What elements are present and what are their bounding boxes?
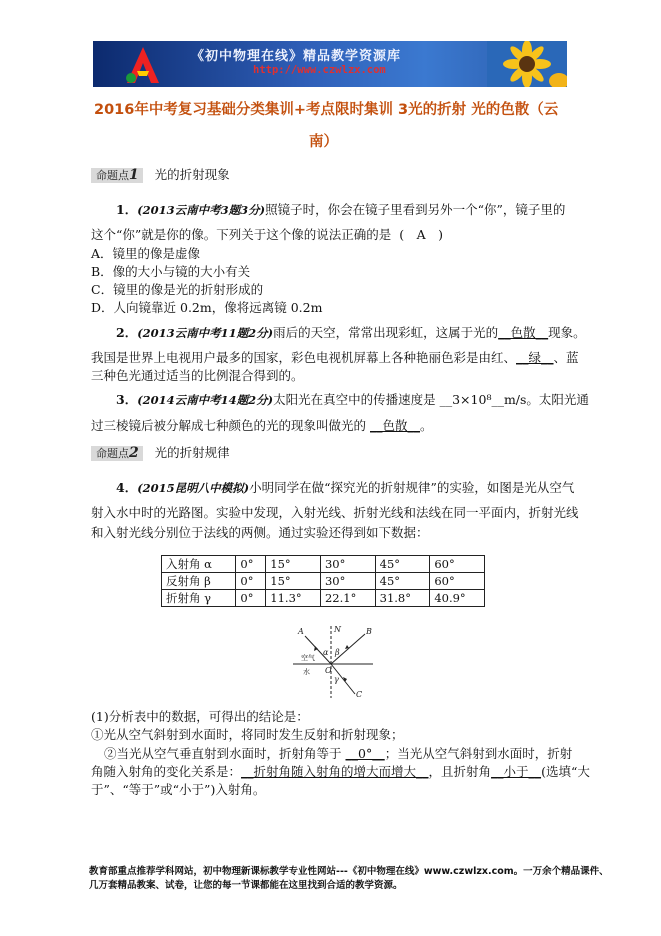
question-source: (2013云南中考11题2分) xyxy=(137,326,274,340)
question-text: ②当光从空气垂直射到水面时，折射角等于 xyxy=(104,746,342,761)
question-2-line3: 三种色光通过适当的比例混合得到的。 xyxy=(91,368,304,383)
table-cell: 30° xyxy=(320,573,375,590)
table-cell: 入射角 α xyxy=(162,556,236,573)
table-row xyxy=(162,556,485,573)
table-cell: 反射角 β xyxy=(162,573,236,590)
label-beta: β xyxy=(335,648,340,657)
option-a: A．镜里的像是虚像 xyxy=(91,246,201,261)
question-4-line3: 和入射光线分别位于法线的两侧。通过实验还得到如下数据： xyxy=(91,525,429,540)
question-text: 小明同学在做“探究光的折射规律”的实验，如图是光从空气 xyxy=(249,480,575,495)
footer-line1: 教育部重点推荐学科网站，初中物理新课标教学专业性网站---《初中物理在线》www.czwlzx.com。一万余个精品课件、 xyxy=(89,866,609,877)
question-text: 我国是世界上电视用户最多的国家，彩色电视机屏幕上各种艳丽色彩是由红、 xyxy=(91,350,517,365)
question-text: 、蓝 xyxy=(553,350,579,365)
label-gamma: γ xyxy=(334,675,339,684)
answer-blank: __0°__ xyxy=(345,746,385,761)
label-alpha: α xyxy=(323,648,329,657)
table-cell: 31.8° xyxy=(375,590,430,607)
question-number: 2． xyxy=(116,325,138,340)
refraction-diagram xyxy=(285,622,385,700)
section-badge-label: 命题点 xyxy=(96,447,129,460)
table-cell: 60° xyxy=(430,573,485,590)
table-cell: 0° xyxy=(236,573,266,590)
sunflower-icon xyxy=(487,41,567,87)
question-text: 太阳光在真空中的传播速度是 xyxy=(273,392,436,407)
question-text: 这个“你”就是你的像。下列关于这个像的说法正确的是 xyxy=(91,227,392,242)
answer-blank: __色散__ xyxy=(498,325,549,340)
section-badge-number: 1 xyxy=(129,167,139,183)
question-text: ；当光从空气斜射到水面时，折射 xyxy=(384,746,573,761)
answer-blank: __3×10⁸__ xyxy=(439,392,504,407)
question-2-line1 xyxy=(116,324,586,342)
label-n: N xyxy=(334,625,341,634)
question-1-line2 xyxy=(91,226,443,244)
question-text: 雨后的天空，常常出现彩虹，这属于光的 xyxy=(273,325,499,340)
table-cell: 11.3° xyxy=(266,590,321,607)
question-source: (2013云南中考3题3分) xyxy=(137,203,266,217)
table-cell: 折射角 γ xyxy=(162,590,236,607)
table-cell: 30° xyxy=(320,556,375,573)
question-text: ，且折射角 xyxy=(428,764,492,779)
table-row xyxy=(162,573,485,590)
question-4-line2: 射入水中时的光路图。实验中发现，入射光线、折射光线和法线在同一平面内，折射光线 xyxy=(91,505,579,520)
answer-blank: __折射角随入射角的增大而增大__ xyxy=(241,764,429,779)
document-title-line1: 2016年中考复习基础分类集训+考点限时集训 3光的折射 光的色散（云 xyxy=(94,102,559,118)
label-c: C xyxy=(356,690,363,699)
answer-blank: __小于__ xyxy=(491,764,542,779)
banner-url[interactable]: http://www.czwlzx.com xyxy=(253,64,386,76)
question-source: (2015昆明八中模拟) xyxy=(137,481,250,495)
section-badge xyxy=(91,168,143,183)
conclusion-2-line3: 于”、“等于”或“小于”)入射角。 xyxy=(91,782,266,797)
label-o: O xyxy=(325,666,332,675)
section-title: 光的折射规律 xyxy=(154,445,230,460)
question-text: 角随入射角的变化关系是： xyxy=(91,764,242,779)
question-text: 过三棱镜后被分解成七种颜色的光的现象叫做光的 xyxy=(91,418,367,433)
section-heading-2 xyxy=(91,444,230,463)
table-cell: 45° xyxy=(375,573,430,590)
option-d: D．人向镜靠近 0.2m，像将远离镜 0.2m xyxy=(91,300,323,315)
conclusion-2-line2 xyxy=(91,763,590,781)
site-logo-icon xyxy=(123,45,163,85)
section-title: 光的折射现象 xyxy=(154,167,230,182)
question-number: 4． xyxy=(116,480,138,495)
table-cell: 45° xyxy=(375,556,430,573)
section-heading-1 xyxy=(91,166,230,185)
answer-choice: ( A ) xyxy=(399,227,444,242)
question-4-line1 xyxy=(116,479,574,497)
angle-data-table xyxy=(161,555,485,607)
answer-blank: __色散__ xyxy=(370,418,421,433)
label-air: 空气 xyxy=(301,654,315,662)
question-text: (选填“大 xyxy=(541,764,590,779)
question-2-line2 xyxy=(91,349,579,367)
section-badge xyxy=(91,446,143,461)
question-number: 3． xyxy=(116,392,138,407)
table-cell: 60° xyxy=(430,556,485,573)
header-banner xyxy=(93,41,567,87)
table-cell: 22.1° xyxy=(320,590,375,607)
table-cell: 0° xyxy=(236,556,266,573)
question-3-line1 xyxy=(116,391,589,409)
document-title-line2: 南） xyxy=(309,134,338,150)
footer-line2: 几万套精品教案、试卷，让您的每一节课都能在这里找到合适的教学资源。 xyxy=(89,880,403,891)
option-b: B．像的大小与镜的大小有关 xyxy=(91,264,251,279)
table-cell: 40.9° xyxy=(430,590,485,607)
answer-blank: __绿__ xyxy=(516,350,554,365)
question-text: 现象。 xyxy=(548,325,586,340)
question-source: (2014云南中考14题2分) xyxy=(137,393,274,407)
label-a: A xyxy=(298,627,304,636)
conclusion-1: ①光从空气斜射到水面时，将同时发生反射和折射现象； xyxy=(91,727,404,742)
label-water: 水 xyxy=(303,668,310,676)
question-text: m/s。太阳光通 xyxy=(503,392,589,407)
section-badge-label: 命题点 xyxy=(96,169,129,182)
label-b: B xyxy=(366,627,372,636)
question-3-line2 xyxy=(91,417,433,435)
question-1-line1 xyxy=(116,201,565,219)
table-cell: 15° xyxy=(266,556,321,573)
option-c: C．镜里的像是光的折射形成的 xyxy=(91,282,264,297)
conclusion-2-line1 xyxy=(104,745,572,763)
question-text: 。 xyxy=(420,418,433,433)
section-badge-number: 2 xyxy=(129,445,139,461)
question-number: 1． xyxy=(116,202,138,217)
table-cell: 0° xyxy=(236,590,266,607)
banner-title: 《初中物理在线》精品教学资源库 xyxy=(191,49,402,64)
question-text: 照镜子时，你会在镜子里看到另外一个“你”，镜子里的 xyxy=(265,202,566,217)
table-row xyxy=(162,590,485,607)
table-cell: 15° xyxy=(266,573,321,590)
sub-question-1: (1)分析表中的数据，可得出的结论是： xyxy=(91,709,309,724)
